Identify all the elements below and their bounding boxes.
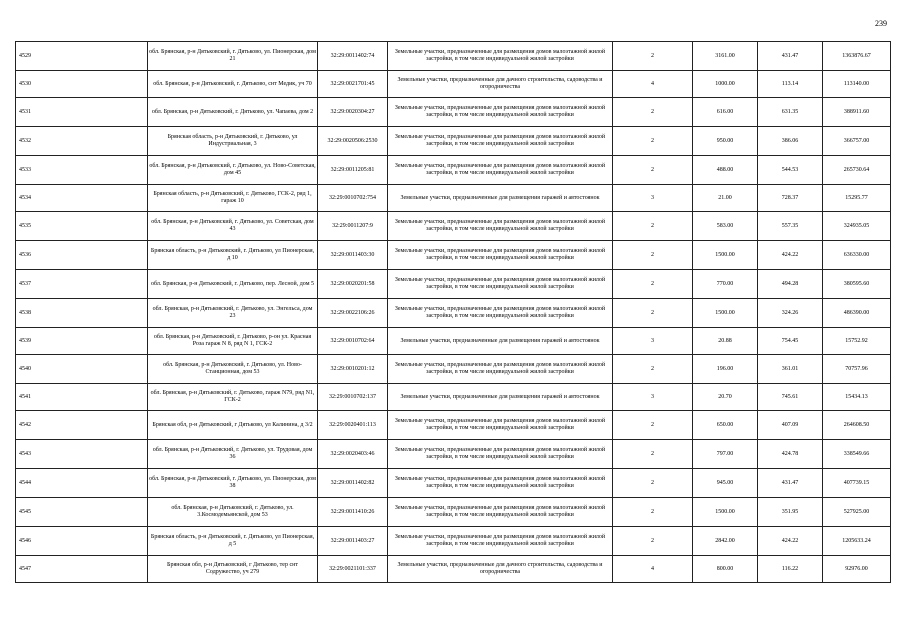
land-registry-table xyxy=(15,41,891,583)
cadastral-number-cell: 32:29:0010702:137 xyxy=(318,384,388,411)
land-purpose-cell: Земельные участки, предназначенные для размещения домов малоэтажной жилой застройки, в том числе индивидуальной жилой застройки xyxy=(388,411,613,440)
area-cell: 650.00 xyxy=(693,411,758,440)
land-purpose-cell: Земельные участки, предназначенные для размещения гаражей и автостоянок xyxy=(388,185,613,212)
land-purpose-cell: Земельные участки, предназначенные для размещения домов малоэтажной жилой застройки, в том числе индивидуальной жилой застройки xyxy=(388,527,613,556)
row-number: 4545 xyxy=(16,498,148,527)
table-row xyxy=(16,469,891,498)
cadastral-number-cell: 32:29:0011410:26 xyxy=(318,498,388,527)
row-number: 4540 xyxy=(16,355,148,384)
table-row xyxy=(16,42,891,71)
group-cell: 2 xyxy=(613,212,693,241)
cadastral-value-cell: 113140.00 xyxy=(823,71,891,98)
table-row xyxy=(16,527,891,556)
specific-value-cell: 431.47 xyxy=(758,469,823,498)
area-cell: 2842.00 xyxy=(693,527,758,556)
address-cell: Брянская область, р-н Дятьковский, г. Дятьково, ГСК-2, ряд 1, гараж 10 xyxy=(148,185,318,212)
area-cell: 488.00 xyxy=(693,156,758,185)
land-purpose-cell: Земельные участки, предназначенные для размещения домов малоэтажной жилой застройки, в том числе индивидуальной жилой застройки xyxy=(388,355,613,384)
cadastral-value-cell: 265730.64 xyxy=(823,156,891,185)
land-purpose-cell: Земельные участки, предназначенные для размещения домов малоэтажной жилой застройки, в том числе индивидуальной жилой застройки xyxy=(388,42,613,71)
specific-value-cell: 113.14 xyxy=(758,71,823,98)
table-row xyxy=(16,299,891,328)
area-cell: 3161.00 xyxy=(693,42,758,71)
cadastral-number-cell: 32:29:0011403:27 xyxy=(318,527,388,556)
land-purpose-cell: Земельные участки, предназначенные для размещения домов малоэтажной жилой застройки, в том числе индивидуальной жилой застройки xyxy=(388,498,613,527)
group-cell: 3 xyxy=(613,328,693,355)
specific-value-cell: 728.37 xyxy=(758,185,823,212)
cadastral-value-cell: 1205633.24 xyxy=(823,527,891,556)
cadastral-number-cell: 32:29:0011207:9 xyxy=(318,212,388,241)
cadastral-number-cell: 32:29:0010702:754 xyxy=(318,185,388,212)
cadastral-number-cell: 32:29:0011402:82 xyxy=(318,469,388,498)
specific-value-cell: 745.61 xyxy=(758,384,823,411)
table-row xyxy=(16,411,891,440)
land-purpose-cell: Земельные участки, предназначенные для размещения домов малоэтажной жилой застройки, в том числе индивидуальной жилой застройки xyxy=(388,127,613,156)
area-cell: 616.00 xyxy=(693,98,758,127)
land-purpose-cell: Земельные участки, предназначенные для размещения гаражей и автостоянок xyxy=(388,328,613,355)
address-cell: обл. Брянская, р-н Дятьковский, г. Дятьково, ул. Чапаева, дом 2 xyxy=(148,98,318,127)
table-row xyxy=(16,556,891,583)
land-purpose-cell: Земельные участки, предназначенные для размещения домов малоэтажной жилой застройки, в том числе индивидуальной жилой застройки xyxy=(388,440,613,469)
cadastral-number-cell: 32:29:0011403:30 xyxy=(318,241,388,270)
address-cell: обл. Брянская, р-н Дятьковский, г. Дятьково, ул. Советская, дом 43 xyxy=(148,212,318,241)
address-cell: обл. Брянская, р-н Дятьковский, г. Дятьково, ул. Пионерская, дом 38 xyxy=(148,469,318,498)
row-number: 4547 xyxy=(16,556,148,583)
area-cell: 1000.00 xyxy=(693,71,758,98)
row-number: 4538 xyxy=(16,299,148,328)
row-number: 4531 xyxy=(16,98,148,127)
land-purpose-cell: Земельные участки, предназначенные для размещения домов малоэтажной жилой застройки, в том числе индивидуальной жилой застройки xyxy=(388,98,613,127)
group-cell: 2 xyxy=(613,498,693,527)
address-cell: обл. Брянская, р-н Дятьковский, г. Дятьково, ул. Ново-Советская, дом 45 xyxy=(148,156,318,185)
area-cell: 800.00 xyxy=(693,556,758,583)
cadastral-value-cell: 380595.60 xyxy=(823,270,891,299)
address-cell: Брянская область, р-н Дятьковский, г. Дятьково, ул Индустриальная, 3 xyxy=(148,127,318,156)
group-cell: 2 xyxy=(613,42,693,71)
specific-value-cell: 324.26 xyxy=(758,299,823,328)
area-cell: 1500.00 xyxy=(693,241,758,270)
cadastral-value-cell: 388911.60 xyxy=(823,98,891,127)
cadastral-value-cell: 486390.00 xyxy=(823,299,891,328)
address-cell: обл. Брянская, р-н Дятьковский, г. Дятьково, ул. Энгельса, дом 23 xyxy=(148,299,318,328)
row-number: 4529 xyxy=(16,42,148,71)
area-cell: 1500.00 xyxy=(693,299,758,328)
group-cell: 2 xyxy=(613,98,693,127)
page-number: 239 xyxy=(875,19,887,28)
area-cell: 20.70 xyxy=(693,384,758,411)
group-cell: 2 xyxy=(613,355,693,384)
cadastral-value-cell: 15752.92 xyxy=(823,328,891,355)
table-row xyxy=(16,156,891,185)
table-row xyxy=(16,328,891,355)
group-cell: 2 xyxy=(613,156,693,185)
cadastral-value-cell: 324935.05 xyxy=(823,212,891,241)
group-cell: 2 xyxy=(613,127,693,156)
area-cell: 196.00 xyxy=(693,355,758,384)
area-cell: 797.00 xyxy=(693,440,758,469)
cadastral-value-cell: 92976.00 xyxy=(823,556,891,583)
cadastral-value-cell: 1363876.67 xyxy=(823,42,891,71)
group-cell: 4 xyxy=(613,71,693,98)
table-row xyxy=(16,440,891,469)
group-cell: 2 xyxy=(613,270,693,299)
area-cell: 770.00 xyxy=(693,270,758,299)
address-cell: обл. Брянская, р-н Дятьковский, г. Дятьково, ул. Ново-Станционная, дом 53 xyxy=(148,355,318,384)
row-number: 4533 xyxy=(16,156,148,185)
address-cell: обл. Брянская, р-н Дятьковский, г. Дятьково, р-он ул. Красная Роза гараж N 8, ряд N 1, ГСК-2 xyxy=(148,328,318,355)
table-row xyxy=(16,71,891,98)
table-row xyxy=(16,241,891,270)
specific-value-cell: 351.95 xyxy=(758,498,823,527)
land-purpose-cell: Земельные участки, предназначенные для дачного строительства, садоводства и огородничества xyxy=(388,556,613,583)
cadastral-value-cell: 15434.13 xyxy=(823,384,891,411)
land-purpose-cell: Земельные участки, предназначенные для размещения домов малоэтажной жилой застройки, в том числе индивидуальной жилой застройки xyxy=(388,241,613,270)
cadastral-value-cell: 527925.00 xyxy=(823,498,891,527)
row-number: 4535 xyxy=(16,212,148,241)
specific-value-cell: 424.78 xyxy=(758,440,823,469)
address-cell: обл. Брянская, р-н Дятьковский, г. Дятьково, ул. 3.Космодемьянской, дом 53 xyxy=(148,498,318,527)
specific-value-cell: 116.22 xyxy=(758,556,823,583)
table-row xyxy=(16,98,891,127)
group-cell: 2 xyxy=(613,241,693,270)
cadastral-value-cell: 338549.66 xyxy=(823,440,891,469)
cadastral-value-cell: 407739.15 xyxy=(823,469,891,498)
specific-value-cell: 431.47 xyxy=(758,42,823,71)
specific-value-cell: 386.06 xyxy=(758,127,823,156)
group-cell: 2 xyxy=(613,469,693,498)
group-cell: 3 xyxy=(613,384,693,411)
row-number: 4543 xyxy=(16,440,148,469)
land-purpose-cell: Земельные участки, предназначенные для размещения домов малоэтажной жилой застройки, в том числе индивидуальной жилой застройки xyxy=(388,270,613,299)
cadastral-number-cell: 32:29:0022106:26 xyxy=(318,299,388,328)
row-number: 4541 xyxy=(16,384,148,411)
cadastral-number-cell: 32:29:0020401:113 xyxy=(318,411,388,440)
address-cell: Брянская область, р-н Дятьковский, г. Дятьково, ул Пионерская, д 10 xyxy=(148,241,318,270)
address-cell: обл. Брянская, р-н Дятьковский, г. Дятьково, снт Медик, уч 70 xyxy=(148,71,318,98)
address-cell: Брянская обл, р-н Дятьковский, г Дятьково, тер снт Содружество, уч 279 xyxy=(148,556,318,583)
land-purpose-cell: Земельные участки, предназначенные для размещения гаражей и автостоянок xyxy=(388,384,613,411)
address-cell: обл. Брянская, р-н Дятьковский, г. Дятьково, ул. Пионерская, дом 21 xyxy=(148,42,318,71)
cadastral-number-cell: 32:29:0010201:12 xyxy=(318,355,388,384)
table-row xyxy=(16,127,891,156)
row-number: 4530 xyxy=(16,71,148,98)
specific-value-cell: 407.09 xyxy=(758,411,823,440)
cadastral-number-cell: 32:29:0020201:58 xyxy=(318,270,388,299)
table-row xyxy=(16,185,891,212)
row-number: 4537 xyxy=(16,270,148,299)
land-purpose-cell: Земельные участки, предназначенные для размещения домов малоэтажной жилой застройки, в том числе индивидуальной жилой застройки xyxy=(388,299,613,328)
group-cell: 3 xyxy=(613,185,693,212)
land-purpose-cell: Земельные участки, предназначенные для размещения домов малоэтажной жилой застройки, в том числе индивидуальной жилой застройки xyxy=(388,156,613,185)
cadastral-number-cell: 32:29:0020304:27 xyxy=(318,98,388,127)
address-cell: обл. Брянская, р-н Дятьковский, г. Дятьково, пер. Лесной, дом 5 xyxy=(148,270,318,299)
row-number: 4536 xyxy=(16,241,148,270)
land-purpose-cell: Земельные участки, предназначенные для размещения домов малоэтажной жилой застройки, в том числе индивидуальной жилой застройки xyxy=(388,212,613,241)
specific-value-cell: 361.01 xyxy=(758,355,823,384)
address-cell: обл. Брянская, р-н Дятьковский, г. Дятьково, гараж N79, ряд N1, ГСК-2 xyxy=(148,384,318,411)
group-cell: 2 xyxy=(613,527,693,556)
group-cell: 2 xyxy=(613,299,693,328)
cadastral-value-cell: 70757.96 xyxy=(823,355,891,384)
table-row xyxy=(16,270,891,299)
cadastral-number-cell: 32:29:0020506:2530 xyxy=(318,127,388,156)
address-cell: обл. Брянская, р-н Дятьковский, г. Дятьково, ул. Трудовая, дом 36 xyxy=(148,440,318,469)
cadastral-number-cell: 32:29:0021701:45 xyxy=(318,71,388,98)
area-cell: 950.00 xyxy=(693,127,758,156)
specific-value-cell: 754.45 xyxy=(758,328,823,355)
area-cell: 21.00 xyxy=(693,185,758,212)
specific-value-cell: 544.53 xyxy=(758,156,823,185)
table-row xyxy=(16,355,891,384)
table-row xyxy=(16,212,891,241)
table-row xyxy=(16,498,891,527)
specific-value-cell: 494.28 xyxy=(758,270,823,299)
specific-value-cell: 557.35 xyxy=(758,212,823,241)
cadastral-value-cell: 264608.50 xyxy=(823,411,891,440)
cadastral-value-cell: 636330.00 xyxy=(823,241,891,270)
specific-value-cell: 424.22 xyxy=(758,527,823,556)
row-number: 4542 xyxy=(16,411,148,440)
specific-value-cell: 424.22 xyxy=(758,241,823,270)
group-cell: 4 xyxy=(613,556,693,583)
address-cell: Брянская обл, р-н Дятьковский, г Дятьково, ул Калинина, д 3/2 xyxy=(148,411,318,440)
land-purpose-cell: Земельные участки, предназначенные для дачного строительства, садоводства и огородничества xyxy=(388,71,613,98)
cadastral-number-cell: 32:29:0011205:81 xyxy=(318,156,388,185)
row-number: 4544 xyxy=(16,469,148,498)
cadastral-number-cell: 32:29:0020403:46 xyxy=(318,440,388,469)
cadastral-value-cell: 366757.00 xyxy=(823,127,891,156)
area-cell: 583.00 xyxy=(693,212,758,241)
group-cell: 2 xyxy=(613,411,693,440)
area-cell: 1500.00 xyxy=(693,498,758,527)
cadastral-number-cell: 32:29:0011402:74 xyxy=(318,42,388,71)
cadastral-value-cell: 15295.77 xyxy=(823,185,891,212)
row-number: 4534 xyxy=(16,185,148,212)
row-number: 4546 xyxy=(16,527,148,556)
area-cell: 945.00 xyxy=(693,469,758,498)
row-number: 4539 xyxy=(16,328,148,355)
group-cell: 2 xyxy=(613,440,693,469)
address-cell: Брянская область, р-н Дятьковский, г. Дятьково, ул Пионерская, д 5 xyxy=(148,527,318,556)
cadastral-number-cell: 32:29:0010702:64 xyxy=(318,328,388,355)
land-purpose-cell: Земельные участки, предназначенные для размещения домов малоэтажной жилой застройки, в том числе индивидуальной жилой застройки xyxy=(388,469,613,498)
row-number: 4532 xyxy=(16,127,148,156)
specific-value-cell: 631.35 xyxy=(758,98,823,127)
area-cell: 20.88 xyxy=(693,328,758,355)
cadastral-number-cell: 32:29:0021101:337 xyxy=(318,556,388,583)
table-row xyxy=(16,384,891,411)
